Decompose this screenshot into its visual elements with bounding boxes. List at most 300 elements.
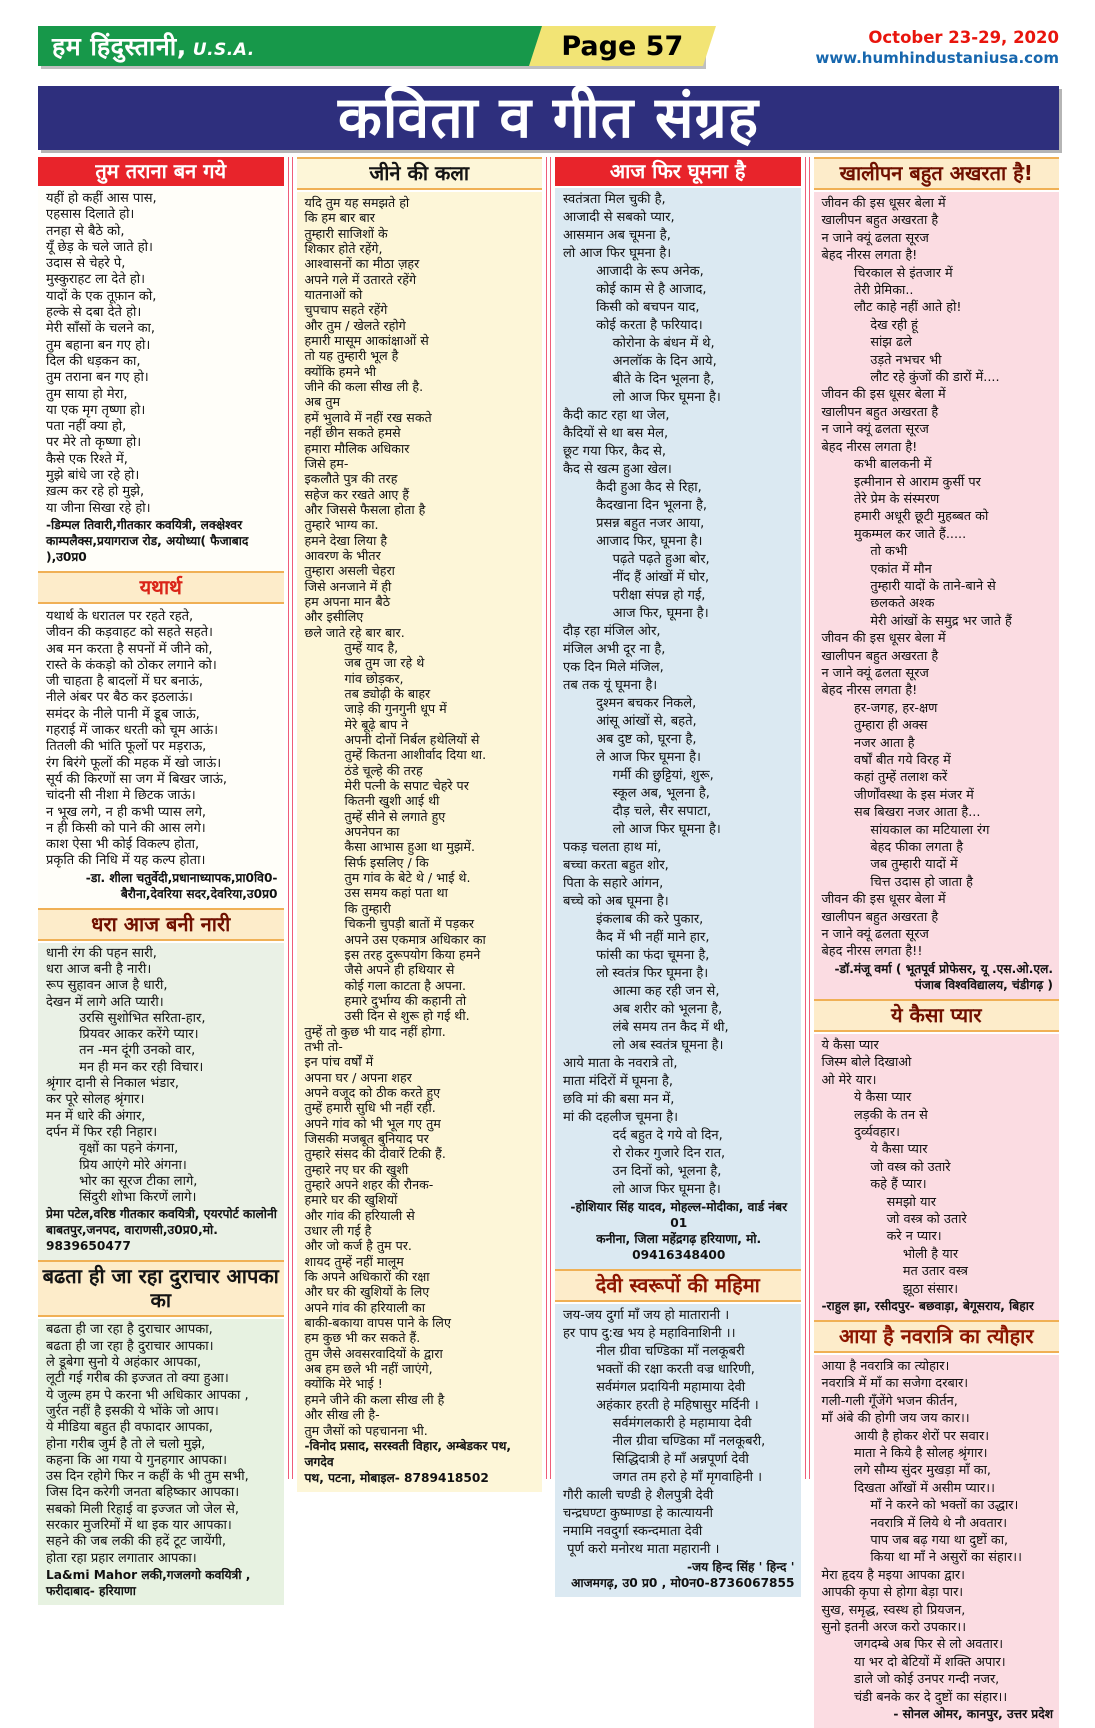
poem-body <box>555 1304 801 1597</box>
poem-body <box>38 943 284 1261</box>
poem-line: मेरे बूढ़े बाप ने <box>304 716 409 732</box>
poem-line: क्योंकि मेरे भाई ! <box>304 1376 383 1392</box>
poem-line: तुम्हारी यादों के ताने-बाने से <box>821 578 996 594</box>
poem-body <box>814 192 1060 999</box>
poem-line: जी चाहता है बादलों में घर बनाऊं, <box>46 674 204 690</box>
issue-date: October 23-29, 2020 <box>868 28 1059 47</box>
poem-line: बेहद फीका लगता है <box>821 840 964 856</box>
poem-line: बेहद नीरस लगता है! <box>821 683 918 699</box>
poem-line: कैसे एक रिश्ते में, <box>46 451 128 467</box>
poem-line: धरा आज बनी है नारी। <box>46 961 152 977</box>
poem-line: यूँ छेड़ के चले जाते हो। <box>46 239 153 255</box>
poem-line: तुम्हें कितना आशीर्वाद दिया था. <box>304 747 487 763</box>
poem-line: जीर्णोंवस्था के इस मंजर में <box>821 787 974 803</box>
poem-line: प्रियवर आकर करेंगे प्यार। <box>46 1027 199 1043</box>
poem-line: सिद्धिदात्री हे माँ अन्नपूर्णा देवी <box>563 1452 749 1467</box>
poem-line: बढता ही जा रहा है दुराचार आपका। <box>46 1338 214 1354</box>
column-2 <box>297 157 543 1485</box>
poem-line: जिस दिन करेगी जनता बहिष्कार आपका। <box>46 1485 240 1501</box>
poem-line: इस तरह दुरूपयोग किया हमने <box>304 946 481 962</box>
poem-body <box>38 188 284 571</box>
poem-author: आजमगढ़, उ0 प्र0 , मो0न0-8736067855 <box>571 1576 795 1590</box>
poem-line: न जाने क्यूं ढलता सूरज <box>821 665 929 681</box>
poem-line: बेहद नीरस लगता है!! <box>821 944 923 960</box>
poem-line: तुम साया हो मेरा, <box>46 386 128 402</box>
poem-line: कोई गला काटता है अपना. <box>304 977 467 993</box>
poem-author: प्रेमा पटेल,वरिष्ठ गीतकार कवयित्री, एयरपोर्ट कालोनी <box>46 1207 277 1222</box>
poem-line: कभी बालकनी में <box>821 457 932 473</box>
poem-section <box>38 908 284 1261</box>
poem-line: गहराई में जाकर धरती को चूम आऊं। <box>46 723 219 739</box>
poem-line: और घर की खुशियों के लिए <box>304 1284 430 1300</box>
poem-line: तेरे प्रेम के संस्मरण <box>821 491 940 507</box>
website-url: www.humhindustaniusa.com <box>815 48 1059 67</box>
poem-line: तुम तराना बन गए हो। <box>46 370 149 386</box>
page-number-label: Page 57 <box>561 30 684 62</box>
poem-line: कैदखाना दिन भूलना है, <box>563 498 707 513</box>
poem-line: मन में धारे की अंगार, <box>46 1108 146 1124</box>
poem-line: खालीपन बहुत अखरता है <box>821 404 939 420</box>
poem-line: वर्षों बीत गये विरह में <box>821 753 951 768</box>
poem-title: देवी स्वरूपों की महिमा <box>555 1269 801 1302</box>
poem-line: तो यह तुम्हारी भूल है <box>304 348 399 364</box>
poem-body <box>814 1355 1060 1728</box>
column-divider <box>288 157 293 1479</box>
poem-line: गली-गली गूँजेंगे भजन कीर्तन, <box>821 1393 958 1409</box>
poem-line: नहीं छीन सकते हमसे <box>304 425 401 441</box>
poem-line: दिल की धड़कन का, <box>46 353 141 369</box>
poem-line: कि अपने अधिकारों की रक्षा <box>304 1269 430 1285</box>
poem-line: चुपचाप सहते रहेंगे <box>304 302 388 318</box>
poem-line: माँ अंबे की होगी जय जय कार।। <box>821 1411 970 1427</box>
poem-line: छले जाते रहे बार बार. <box>304 624 405 640</box>
poem-line: एहसास दिलाते हो। <box>46 207 135 223</box>
poem-line: ख़त्म कर रहे हो मुझे, <box>46 484 145 500</box>
poem-line: बढता ही जा रहा है दुराचार आपका, <box>46 1322 213 1338</box>
poem-line: बेहद नीरस लगता है! <box>821 439 918 455</box>
poem-section <box>555 1269 801 1597</box>
poem-line: अब हम छले भी नहीं जाएंगे, <box>304 1361 433 1377</box>
poem-line: एक दिन मिले मंजिल, <box>563 660 664 675</box>
poem-line: सुनो इतनी अरज करो उपकार।। <box>821 1620 967 1636</box>
poem-line: मेरा हृदय है मइया आपका द्वार। <box>821 1567 966 1583</box>
poem-line: कर पूरे सोलह श्रृंगार। <box>46 1092 145 1108</box>
poem-line: जाड़े की गुनगुनी धूप में <box>304 701 447 717</box>
poem-author: -विनोद प्रसाद, सरस्वती विहार, अम्बेडकर पथ, जगदेव <box>304 1438 516 1469</box>
poem-line: चन्द्रघण्टा कुष्माण्डा हे कात्यायनी <box>563 1506 713 1521</box>
poem-line: पता नहीं क्या हो, <box>46 419 127 435</box>
poem-line: उदास से चेहरे पे, <box>46 256 126 272</box>
poem-line: यथार्थ के धरातल पर रहते रहते, <box>46 608 194 624</box>
poem-line: प्रसन्न बहुत नजर आया, <box>563 516 705 531</box>
poem-line: हमारी मासूम आकांक्षाओं से <box>304 333 429 349</box>
poem-line: होता रहा प्रहार लगातार आपका। <box>46 1550 197 1566</box>
poem-line: ये मीडिया बहुत ही वफादार आपका, <box>46 1420 213 1436</box>
poem-line: अहंकार हरती हे महिषासुर मर्दिनी । <box>563 1398 759 1413</box>
poem-line: आपकी कृपा से होगा बेड़ा पार। <box>821 1585 964 1601</box>
poem-line: जिसे हम- <box>304 455 349 471</box>
poem-line: चंडी बनके कर दे दुष्टों का संहार।। <box>821 1689 1008 1705</box>
poem-line: न जाने क्यूं ढलता सूरज <box>821 422 929 438</box>
poem-line: सांयकाल का मटियाला रंग <box>821 822 990 838</box>
poem-line: सबको मिली रिहाई वा इज्जत जो जेल से, <box>46 1501 240 1517</box>
poem-line: तब ड्योढ़ी के बाहर <box>304 686 431 701</box>
poem-line: जगत तम हरो हे माँ मृगवाहिनी । <box>563 1470 763 1485</box>
poem-line: दर्द बहुत दे गये वो दिन, <box>563 1128 723 1143</box>
poem-line: इन पांच वर्षों में <box>304 1054 374 1070</box>
poem-line: नीले अंबर पर बैठ कर इठलाऊं। <box>46 690 193 706</box>
poem-line: माँ ने करने को भक्तों का उद्धार। <box>821 1498 1019 1514</box>
poem-line: गर्मी की छुट्टियां, शुरू, <box>563 768 714 783</box>
poem-line: कहे हैं प्यार। <box>821 1177 927 1193</box>
poem-line: या एक मृग तृष्णा हो। <box>46 402 146 418</box>
poem-line: समंदर के नीले पानी में डूब जाऊं, <box>46 706 200 722</box>
poem-line: दौड़ चले, सैर सपाटा, <box>563 804 712 819</box>
poem-line: धानी रंग की पहन सारी, <box>46 945 157 961</box>
poem-line: अब शरीर को भूलना है, <box>563 1002 723 1017</box>
poem-line: तुम्हारे अपने शहर की रौनक- <box>304 1177 434 1192</box>
poem-line: हमारे घर की खुशियों <box>304 1192 398 1208</box>
poem-line: सुख, समृद्ध, स्वस्थ हो प्रियजन, <box>821 1602 966 1618</box>
poem-line: कैदियों से था बस मेल, <box>563 426 669 441</box>
poem-line: किसी को बचपन याद, <box>563 300 700 315</box>
poem-author: बैरौना,देवरिया सदर,देवरिया,उ0प्र0 <box>120 886 278 901</box>
poem-line: लो आज फिर घूमना है। <box>563 246 672 261</box>
poem-line: नवरात्रि में माँ का सजेगा दरबार। <box>821 1376 969 1392</box>
poem-title: आज फिर घूमना है <box>555 157 801 186</box>
poem-line: जीवन की इस धूसर बेला में <box>821 196 946 211</box>
poem-author: -राहुल झा, रसीदपुर- बछवाड़ा, बेगूसराय, बिहार <box>821 1298 1034 1313</box>
column-1 <box>38 157 284 1598</box>
poem-line: इकलौते पुत्र की तरह <box>304 471 398 487</box>
poem-line: नमामि नवदुर्गा स्कन्दमाता देवी <box>563 1524 703 1539</box>
poem-line: रूप सुहावन आज है धारी, <box>46 978 168 994</box>
poem-line: जीवन की इस धूसर बेला में <box>821 387 946 403</box>
poem-section <box>814 999 1060 1320</box>
poem-author: -डॉ.मंजू वर्मा ( भूतपूर्व प्रोफेसर, यू .एस.ओ.एल. <box>834 961 1053 976</box>
poem-line: आजाद फिर, घूमना है। <box>563 534 703 549</box>
poem-line: मां की दहलीज चूमना है। <box>563 1110 679 1125</box>
page-number-tab <box>529 26 716 66</box>
poem-line: शायद तुम्हें नहीं मालूम <box>304 1253 404 1269</box>
poem-line: दुर्व्यवहार। <box>821 1124 900 1140</box>
poem-line: मुस्कुराहट ला देते हो। <box>46 272 146 288</box>
poem-line: लड़की के तन से <box>821 1107 928 1123</box>
poem-section <box>38 571 284 908</box>
poem-line: हर-जगह, हर-क्षण <box>821 700 938 716</box>
publication-name-hindi: हम हिंदुस्तानी, <box>52 32 187 61</box>
poem-line: मुकम्मल कर जाते हैं..... <box>821 526 967 542</box>
poem-line: माता मंदिरों में घूमना है, <box>563 1074 674 1089</box>
poem-author: -डा. शीला चतुर्वेदी,प्रधानाध्यापक,प्रा0वि0- <box>85 870 278 885</box>
poem-line: आजादी के रूप अनेक, <box>563 264 704 279</box>
poem-line: छूट गया फिर, कैद से, <box>563 444 667 459</box>
poem-line: खालीपन बहुत अखरता है <box>821 648 939 664</box>
poem-line: रो रोकर गुजारे दिन रात, <box>563 1146 726 1161</box>
poem-line: जुर्रत नहीं है इसकी ये भोंके जो आप। <box>46 1403 219 1419</box>
poem-line: और सीख ली है- <box>304 1407 380 1423</box>
poem-line: प्रकृति की निधि में यह कल्प होता। <box>46 853 206 869</box>
poem-body <box>38 1319 284 1604</box>
poem-line: अपनेपन का <box>304 824 400 840</box>
poem-line: तुम्हारा असली चेहरा <box>304 563 395 579</box>
poem-line: जगदम्बे अब फिर से लो अवतार। <box>821 1637 1004 1653</box>
poem-line: मेरी आंखों के समुद्र भर जाते हैं <box>821 613 1012 629</box>
poem-author: - सोनल ओमर, कानपुर, उत्तर प्रदेश <box>893 1707 1053 1722</box>
poem-line: सिंदुरी शोभा किरणें लागे। <box>46 1190 197 1206</box>
poem-line: खालीपन बहुत अखरता है <box>821 213 939 229</box>
poem-line: हमें भुलावे में नहीं रख सकते <box>304 409 432 425</box>
poem-line: यदि तुम यह समझते हो <box>304 195 410 210</box>
column-4 <box>814 157 1060 1722</box>
poem-line: स्कूल अब, भूलना है, <box>563 786 710 801</box>
poem-line: और जिससे फैसला होता है <box>304 501 426 517</box>
poem-line: अनलॉक के दिन आये, <box>563 354 717 369</box>
poem-line: हमारा मौलिक अधिकार <box>304 440 410 456</box>
poem-section <box>297 157 543 1492</box>
poem-line: करे न प्यार। <box>821 1229 942 1245</box>
poem-line: जब तुम जा रहे थे <box>304 655 425 671</box>
poem-line: ये जुल्म हम पे करना भी अधिकार आपका , <box>46 1387 249 1403</box>
poem-line: अपनी दोनों निर्बल हथेलियों से <box>304 732 480 748</box>
poem-line: भक्तों की रक्षा करती वज्र धारिणी, <box>563 1362 755 1377</box>
poem-title: आया है नवरात्रि का त्यौहार <box>814 1320 1060 1353</box>
poem-line: ये कैसा प्यार <box>821 1142 928 1158</box>
poem-section <box>814 157 1060 999</box>
poem-line: लौट रहे कुंजों की डारों में.... <box>821 370 1000 386</box>
poem-author: La&mi Mahor लकी,गजलगो कवयित्री , फरीदाबाद- हरियाणा <box>46 1567 255 1598</box>
poem-line: न ही किसी को पाने की आस लगे। <box>46 820 206 836</box>
poem-line: लो आज फिर घूमना है। <box>563 390 721 405</box>
poem-line: लौट काहे नहीं आते हो! <box>821 300 962 316</box>
publication-name <box>52 29 255 63</box>
poem-line: हर पाप दु:ख भय हे महाविनाशिनी ।। <box>563 1326 736 1341</box>
poem-author: कनीना, जिला महेंद्रगढ़ हरियाणा, मो. 09416348400 <box>596 1232 766 1262</box>
poem-author: -डिम्पल तिवारी,गीतकार कवयित्री, लक्क्षेश्वर <box>46 517 243 532</box>
poem-line: यादों के एक तूफ़ान को, <box>46 288 157 304</box>
poem-line: अपने वजूद को ठीक करते हुए <box>304 1084 441 1100</box>
poem-line: लंबे समय तन कैद में थी, <box>563 1020 729 1035</box>
column-divider <box>805 157 810 1479</box>
poem-line: मन ही मन कर रही विचार। <box>46 1059 204 1075</box>
poem-section <box>38 157 284 571</box>
poem-line: न भूख लगे, न ही कभी प्यास लगे, <box>46 804 207 820</box>
poem-line: पर मेरे तो कृष्णा हो। <box>46 435 142 451</box>
poem-line: उस समय कहां पता था <box>304 885 448 901</box>
poem-line: कैदी हुआ कैद से रिहा, <box>563 480 702 495</box>
poem-line: पूर्ण करो मनोरथ माता महारानी । <box>563 1542 720 1557</box>
poem-line: तो कभी <box>821 544 908 560</box>
poem-line: कोरोना के बंधन में थे, <box>563 336 715 351</box>
poem-line: लो अब स्वतंत्र घूमना है। <box>563 1038 724 1053</box>
publication-name-usa: U.S.A. <box>192 40 255 60</box>
poem-line: अपने गांव को भी भूल गए तुम <box>304 1115 441 1131</box>
columns <box>38 157 1059 1722</box>
poem-author: बाबतपुर,जनपद, वाराणसी,उ0प्र0,मो. 9839650477 <box>46 1223 223 1254</box>
poem-line: बच्चा करता बहुत शोर, <box>563 858 669 873</box>
poem-line: तुम जैसे अवसरवादियों के द्वारा <box>304 1345 443 1361</box>
poem-line: आत्मा कह रही जन से, <box>563 984 720 999</box>
poem-line: छलकते अश्क <box>821 596 935 612</box>
poem-line: आया है नवरात्रि का त्योहार। <box>821 1358 950 1374</box>
poem-line: न जाने क्यूं ढलता सूरज <box>821 927 929 943</box>
poem-line: काश ऐसा भी कोई विकल्प होता, <box>46 837 200 853</box>
poem-title: धरा आज बनी नारी <box>38 908 284 941</box>
poem-line: कोई काम से है आजाद, <box>563 282 707 297</box>
poem-line: लो आज फिर घूमना है। <box>563 1182 721 1197</box>
poem-line: चिकनी चुपड़ी बातों में पड़कर <box>304 916 475 932</box>
poem-line: उड़ते नभचर भी <box>821 352 942 368</box>
masthead-row <box>38 26 1059 82</box>
poem-title: खालीपन बहुत अखरता है! <box>814 157 1060 190</box>
poem-line: छवि मां की बसा मन में, <box>563 1092 675 1107</box>
poem-line: अब मन करता है सपनों में जीने को, <box>46 641 213 657</box>
poem-line: चांदनी सी नीशा मे छिटक जाऊं। <box>46 788 196 804</box>
poem-line: तुम्हें हमारी सुधि भी नहीं रही. <box>304 1100 436 1116</box>
column-3 <box>555 157 801 1590</box>
poem-line: कितनी खुशी आई थी <box>304 793 440 809</box>
poem-line: तुम्हारी साजिशों के <box>304 225 388 241</box>
poem-line: देखन में लागे अति प्यारी। <box>46 994 164 1010</box>
poem-line: दिखता आँखों में असीम प्यार।। <box>821 1480 995 1496</box>
poem-section <box>555 157 801 1269</box>
poem-line: वृक्षों का पहने कंगना, <box>46 1141 179 1157</box>
poem-line: हल्के से दबा देते हो। <box>46 305 142 321</box>
poem-line: समझो यार <box>821 1194 936 1210</box>
poem-line: दौड़ रहा मंजिल ओर, <box>563 624 661 639</box>
poem-author: पथ, पटना, मोबाइल- 8789418502 <box>304 1470 489 1485</box>
poem-line: कि हम बार बार <box>304 210 375 226</box>
poem-body <box>814 1034 1060 1320</box>
poem-line: तभी तो- <box>304 1038 343 1054</box>
poem-line: आये माता के नवरात्रे तो, <box>563 1056 678 1071</box>
poem-line: जीने की कला सीख ली है. <box>304 379 424 395</box>
poem-line: आसमान अब चूमना है, <box>563 228 671 243</box>
poem-author: -जय हिन्द सिंह ' हिन्द ' <box>687 1560 795 1574</box>
poem-line: अपने गले में उतारते रहेंगे <box>304 271 417 287</box>
poem-line: ये कैसा प्यार <box>821 1037 879 1053</box>
section-banner-title: कविता व गीत संग्रह <box>38 86 1059 150</box>
poem-line: तेरी प्रेमिका.. <box>821 283 914 299</box>
poem-line: माता ने किये है सोलह श्रृंगार। <box>821 1446 988 1461</box>
poem-line: कहां तुम्हें तलाश करें <box>821 770 948 786</box>
poem-line: जब तुम्हारी यादों में <box>821 857 958 873</box>
poem-line: श्रृंगार दानी से निकाल भंडार, <box>46 1076 180 1092</box>
poem-title: ये कैसा प्यार <box>814 999 1060 1032</box>
poem-line: इंकलाब की करे पुकार, <box>563 912 704 927</box>
poem-line: लो स्वतंत्र फिर घूमना है। <box>563 966 709 981</box>
poem-line: आंसू आंखों से, बहते, <box>563 714 697 729</box>
poem-section <box>814 1320 1060 1728</box>
poem-line: तुम्हें सीने से लगाते हुए <box>304 808 446 824</box>
poem-line: कहना कि आ गया ये गुनहगार आपका। <box>46 1452 228 1468</box>
poem-line: जिसे अनजाने में ही <box>304 578 392 594</box>
poem-author: -होशियार सिंह यादव, मोहल्ल-मोदीका, वार्ड नंबर 01 <box>570 1200 792 1230</box>
column-divider <box>546 157 551 1479</box>
poem-line: लगे सौम्य सुंदर मुखड़ा माँ का, <box>821 1463 991 1479</box>
poem-line: सर्वमंगल प्रदायिनी महामाया देवी <box>563 1380 746 1395</box>
poem-line: तुम गांव के बेटे थे / भाई थे. <box>304 870 471 886</box>
poem-line: मेरी साँसों के चलने का, <box>46 321 156 337</box>
poem-line: आयी है होकर शेरों पर सवार। <box>821 1428 990 1444</box>
poem-line: तुम जैसों को पहचानना भी. <box>304 1422 428 1438</box>
poem-line: सब बिखरा नजर आता है... <box>821 805 981 821</box>
poem-line: कैद में भी नहीं माने हार, <box>563 930 710 945</box>
poem-line: नींद हैं आंखों में घोर, <box>563 570 710 585</box>
poem-line: तुम्हारे भाग्य का. <box>304 517 379 533</box>
poem-author: काम्पलैक्स,प्रयागराज रोड, अयोध्या( फैजाबाद ),उ0प्र0 <box>46 533 253 564</box>
poem-line: आवरण के भीतर <box>304 547 381 563</box>
poem-line: नील ग्रीवा चण्डिका माँ नलकूबरी, <box>563 1434 766 1449</box>
poem-line: दुश्मन बचकर निकले, <box>563 696 697 711</box>
poem-line: उसी दिन से शुरू हो गई थी. <box>304 1008 470 1024</box>
poem-body <box>555 188 801 1269</box>
poem-line: फांसी का फंदा चूमना है, <box>563 948 710 963</box>
poem-line: पिता के सहारे आंगन, <box>563 876 664 891</box>
poem-line: इत्मीनान से आराम कुर्सी पर <box>821 474 981 490</box>
poem-line: रास्ते के कंकड़ो को ठोकर लगाने को। <box>46 657 217 673</box>
poem-line: आजादी से सबको प्यार, <box>563 210 675 225</box>
poem-line: परीक्षा संपन्न हो गई, <box>563 588 706 603</box>
issue-info <box>815 26 1059 67</box>
poem-line: अब दुष्ट को, घूरना है, <box>563 732 697 747</box>
poem-line: होना गरीब जुर्म है तो ले चलो मुझे, <box>46 1436 206 1452</box>
poem-line: यहीं हो कहीं आस पास, <box>46 191 157 206</box>
poem-line: चिरकाल से इंतजार में <box>821 265 953 281</box>
poem-line: सूर्य की किरणों सा जग में बिखर जाऊं, <box>46 771 228 787</box>
poem-line: जय-जय दुर्गा माँ जय हो मातारानी । <box>563 1308 730 1323</box>
poem-line: मेरी पत्नी के सपाट चेहरे पर <box>304 778 469 794</box>
poem-line: तुम्हारे संसद की दीवारें टिकी हैं. <box>304 1146 446 1162</box>
poem-line: सांझ ढले <box>821 335 912 351</box>
poem-title: जीने की कला <box>297 157 543 190</box>
poem-line: रंग बिरंगे फूलों की महक में खो जाऊं। <box>46 755 222 771</box>
poem-line: और तुम / खेलते रहोगे <box>304 317 406 333</box>
poem-line: ओ मेरे यार। <box>821 1072 877 1088</box>
poem-line: तब तक यूं घूमना है। <box>563 678 658 693</box>
poem-line: उधार ली गई है <box>304 1223 372 1239</box>
poem-line: किया था माँ ने असुरों का संहार।। <box>821 1550 1022 1566</box>
poem-line: बीते के दिन भूलना है, <box>563 372 715 387</box>
poem-author: पंजाब विश्वविद्यालय, चंडीगढ़ ) <box>914 977 1053 992</box>
poem-line: एकांत में मौन <box>821 561 932 577</box>
poem-line: क्योंकि हमने भी <box>304 363 377 379</box>
poem-line: देख रही हूं <box>821 317 918 333</box>
poem-line: उस दिन रहोगे फिर न कहीं के भी तुम सभी, <box>46 1469 249 1485</box>
poem-line: सरकार मुजरिमों में था इक यार आपका। <box>46 1518 232 1533</box>
poem-line: चित्त उदास हो जाता है <box>821 874 973 890</box>
poem-line: हमने जीने की कला सीख ली है <box>304 1391 445 1407</box>
poem-line: मुझे बांधे जा रहे हो। <box>46 468 140 484</box>
poem-line: भोर का सूरज टीका लागे, <box>46 1173 198 1189</box>
poem-line: अपने गांव की हरियाली का <box>304 1299 425 1315</box>
poem-line: भोली है यार <box>821 1246 959 1262</box>
poem-line: सहेज कर रखते आए हैं <box>304 486 410 502</box>
poem-line: अपने उस एकमात्र अधिकार का <box>304 931 486 947</box>
poem-line: झूठा संसार। <box>821 1281 959 1297</box>
poem-line: मंजिल अभी दूर ना है, <box>563 642 666 657</box>
poem-line: स्वतंत्रता मिल चुकी है, <box>563 192 666 207</box>
poem-line: हम कुछ भी कर सकते हैं. <box>304 1330 421 1346</box>
poem-line: यातनाओं को <box>304 287 363 303</box>
poem-line: लो आज फिर घूमना है। <box>563 822 721 837</box>
poem-line: कैद से खत्म हुआ खेल। <box>563 462 672 477</box>
poem-line: और जो कर्ज है तुम पर. <box>304 1238 412 1254</box>
poem-line: खालीपन बहुत अखरता है <box>821 909 939 925</box>
poem-line: हमारी अधूरी छूटी मुहब्बत को <box>821 509 989 525</box>
poem-line: लूटी गई गरीब की इज्जत तो क्या हुआ। <box>46 1371 229 1387</box>
poem-line: अपना घर / अपना शहर <box>304 1069 412 1085</box>
